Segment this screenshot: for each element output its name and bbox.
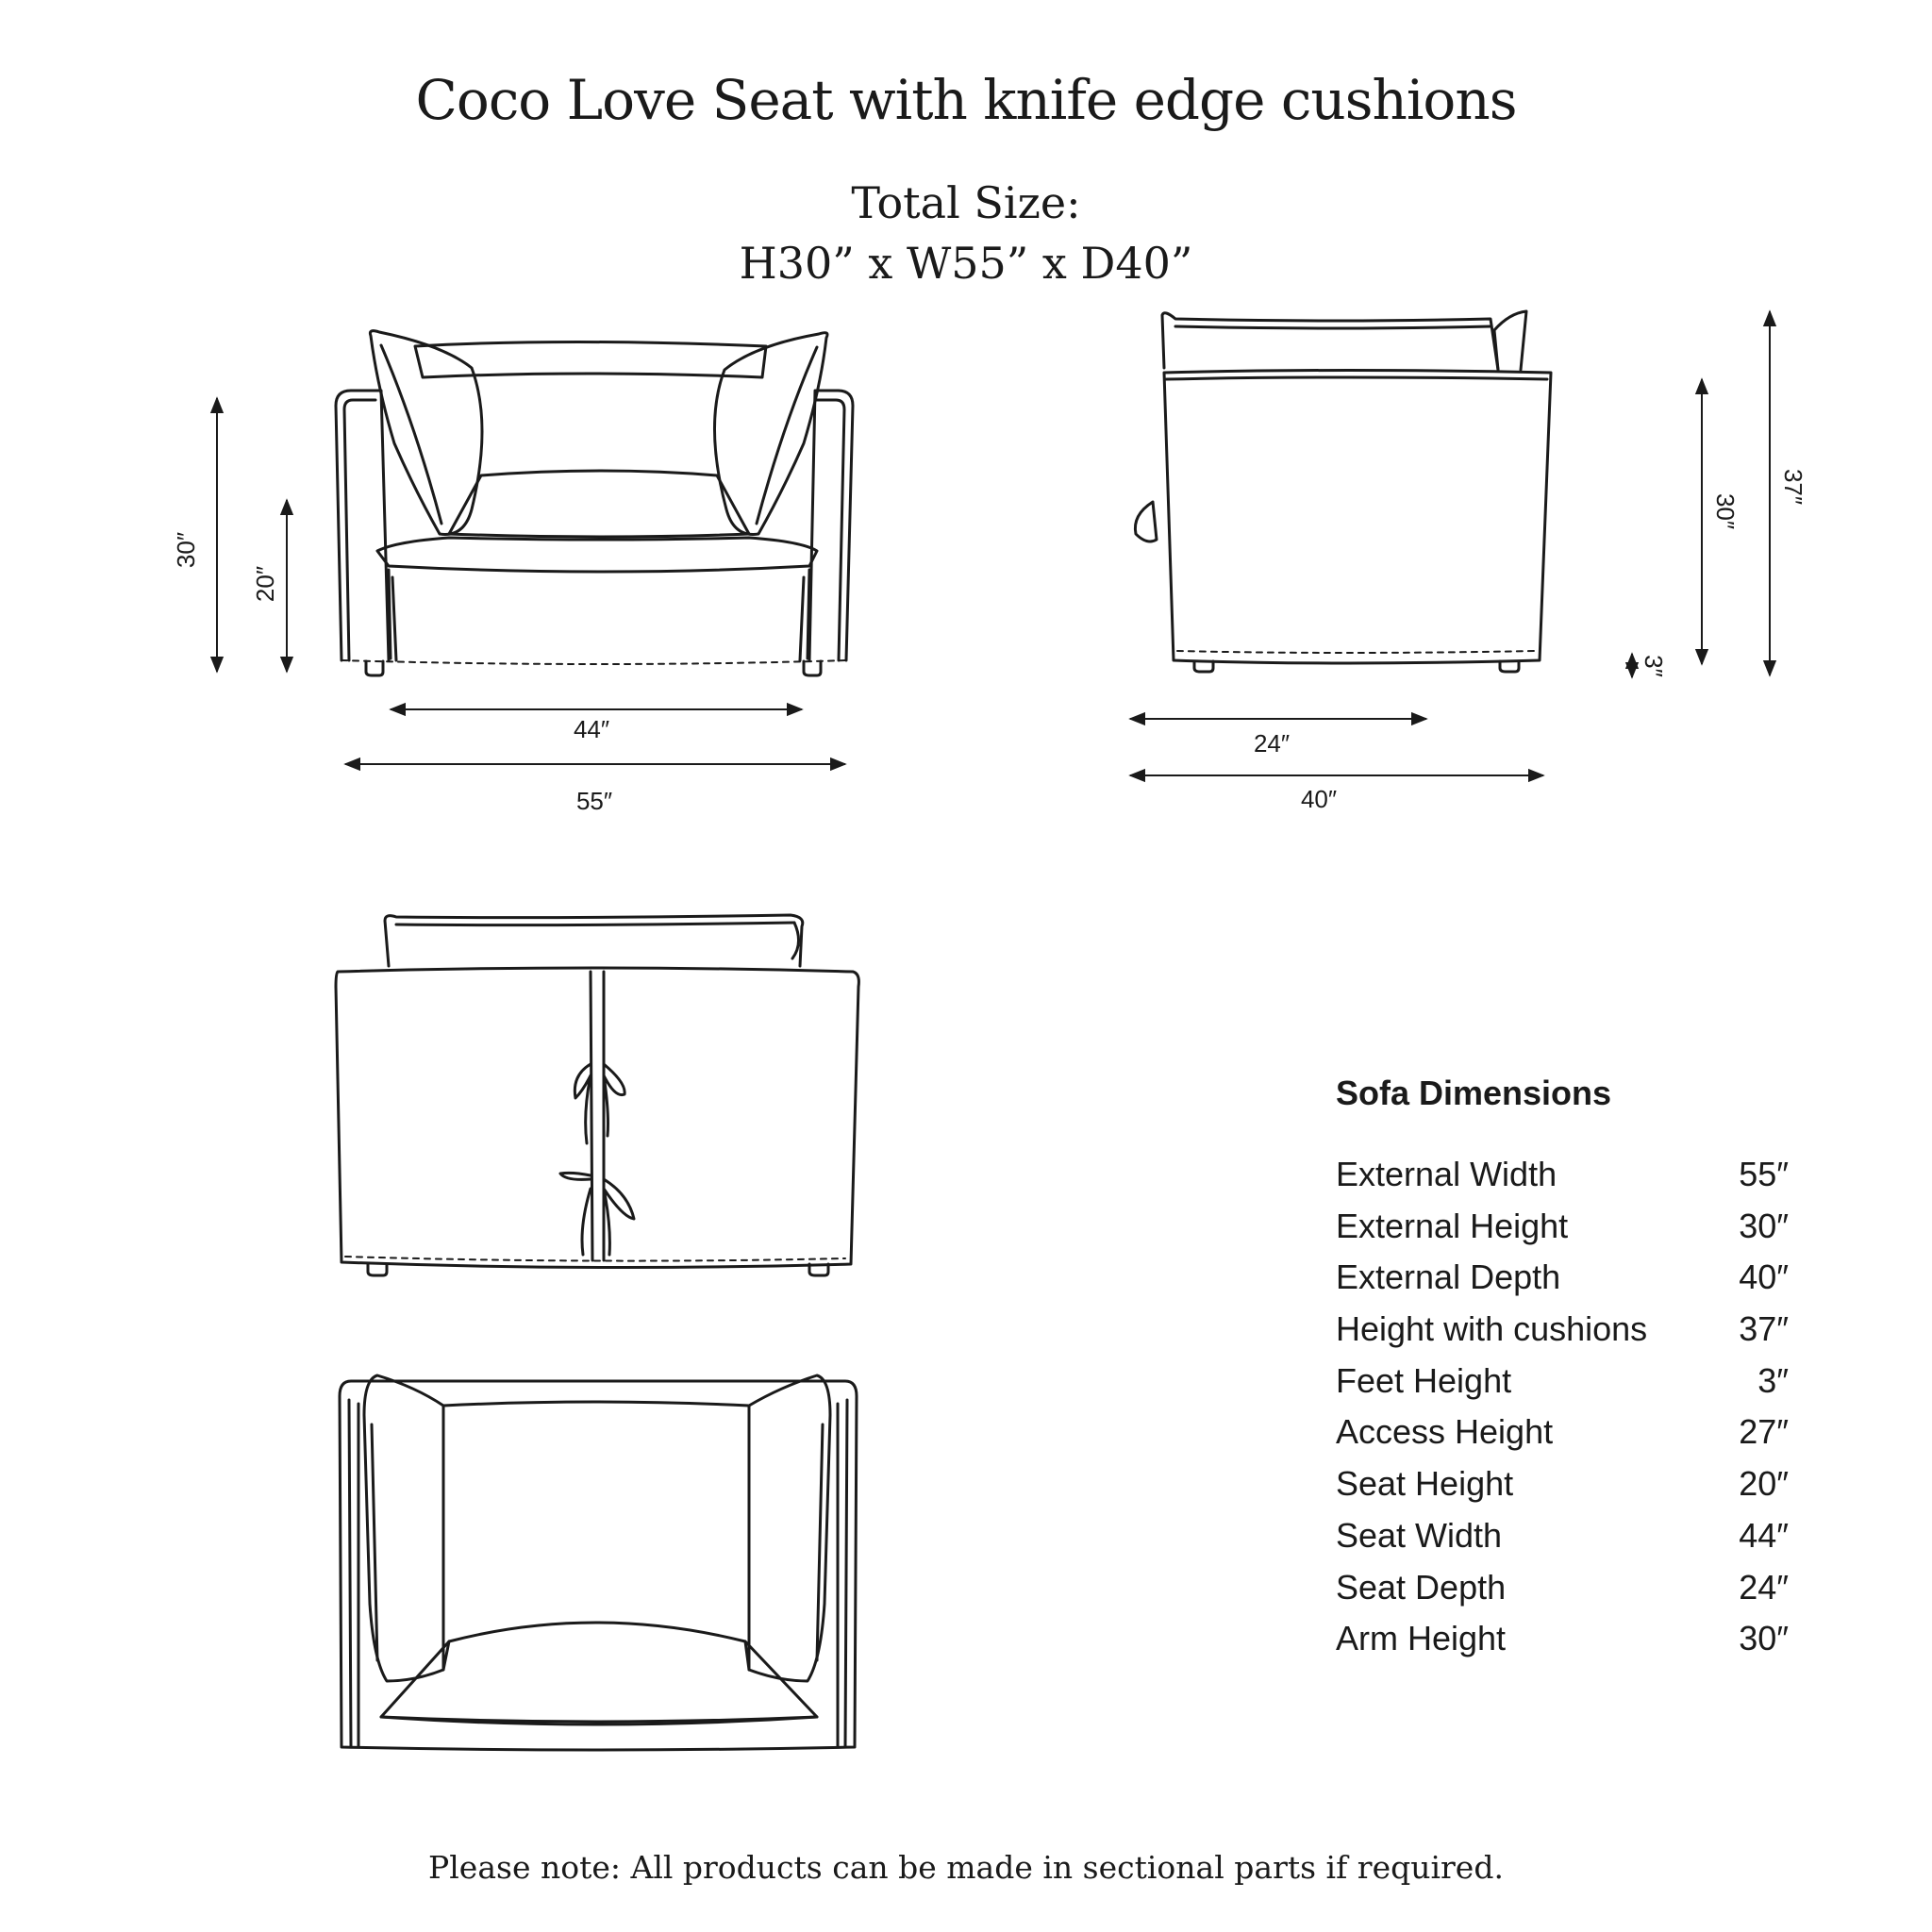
back-view [336, 915, 858, 1275]
top-view [340, 1375, 857, 1750]
front-seat-width-label: 44″ [573, 715, 610, 743]
spec-row [1336, 1356, 1789, 1407]
spec-label: Seat Width [1336, 1515, 1503, 1555]
front-seat-cushion [449, 471, 749, 537]
side-pillow [1494, 311, 1526, 370]
spec-label: Seat Depth [1336, 1567, 1507, 1607]
spec-label: Seat Height [1336, 1464, 1514, 1504]
spec-row [1336, 1407, 1789, 1458]
front-seat-height-label: 20″ [251, 565, 279, 603]
side-bow [1135, 502, 1157, 541]
spec-label: External Height [1336, 1206, 1569, 1245]
back-slit [591, 972, 604, 1260]
side-height-label: 30″ [1711, 492, 1740, 530]
front-back-cushion [415, 342, 766, 378]
spec-value: 37″ [1739, 1309, 1789, 1349]
side-back-cushion [1162, 313, 1498, 370]
spec-row [1336, 1149, 1789, 1201]
spec-label: Arm Height [1336, 1619, 1507, 1658]
spec-label: Access Height [1336, 1412, 1554, 1452]
spec-label: External Depth [1336, 1257, 1561, 1297]
footnote: Please note: All products can be made in sectional parts if required. [428, 1849, 1504, 1886]
specs-table [1336, 1074, 1789, 1665]
total-size-value: H30” x W55” x D40” [739, 238, 1193, 289]
specs-heading: Sofa Dimensions [1336, 1074, 1612, 1112]
side-feet-height-label: 3″ [1640, 655, 1668, 677]
front-view [336, 331, 853, 675]
spec-value: 30″ [1739, 1619, 1789, 1658]
spec-row [1336, 1304, 1789, 1356]
side-cushion-height-label: 37″ [1779, 468, 1807, 506]
spec-label: Feet Height [1336, 1360, 1512, 1400]
diagram-title: Coco Love Seat with knife edge cushions [415, 68, 1517, 132]
back-body [336, 968, 858, 1268]
front-right-arm [809, 391, 853, 660]
spec-row [1336, 1201, 1789, 1253]
spec-value: 27″ [1739, 1412, 1789, 1452]
spec-label: Height with cushions [1336, 1309, 1648, 1349]
spec-row [1336, 1613, 1789, 1665]
spec-row [1336, 1458, 1789, 1510]
spec-value: 24″ [1739, 1567, 1789, 1607]
spec-row [1336, 1562, 1789, 1614]
spec-value: 3″ [1757, 1360, 1789, 1400]
total-size-label: Total Size: [851, 177, 1081, 228]
top-back-cushion [443, 1402, 749, 1406]
spec-value: 40″ [1739, 1257, 1789, 1297]
side-total-depth-label: 40″ [1300, 785, 1338, 813]
spec-value: 44″ [1739, 1515, 1789, 1555]
side-view [1135, 311, 1551, 672]
back-tie-top [575, 1064, 625, 1143]
spec-label: External Width [1336, 1155, 1557, 1193]
top-body [340, 1381, 857, 1750]
side-seat-depth-label: 24″ [1253, 729, 1291, 758]
spec-value: 30″ [1739, 1206, 1789, 1245]
spec-value: 55″ [1739, 1155, 1789, 1193]
side-body [1164, 371, 1551, 664]
spec-value: 20″ [1739, 1464, 1789, 1504]
front-height-label: 30″ [172, 531, 200, 569]
front-total-width-label: 55″ [575, 787, 613, 815]
spec-row [1336, 1510, 1789, 1562]
spec-row [1336, 1252, 1789, 1304]
back-tie-bottom [560, 1173, 634, 1255]
